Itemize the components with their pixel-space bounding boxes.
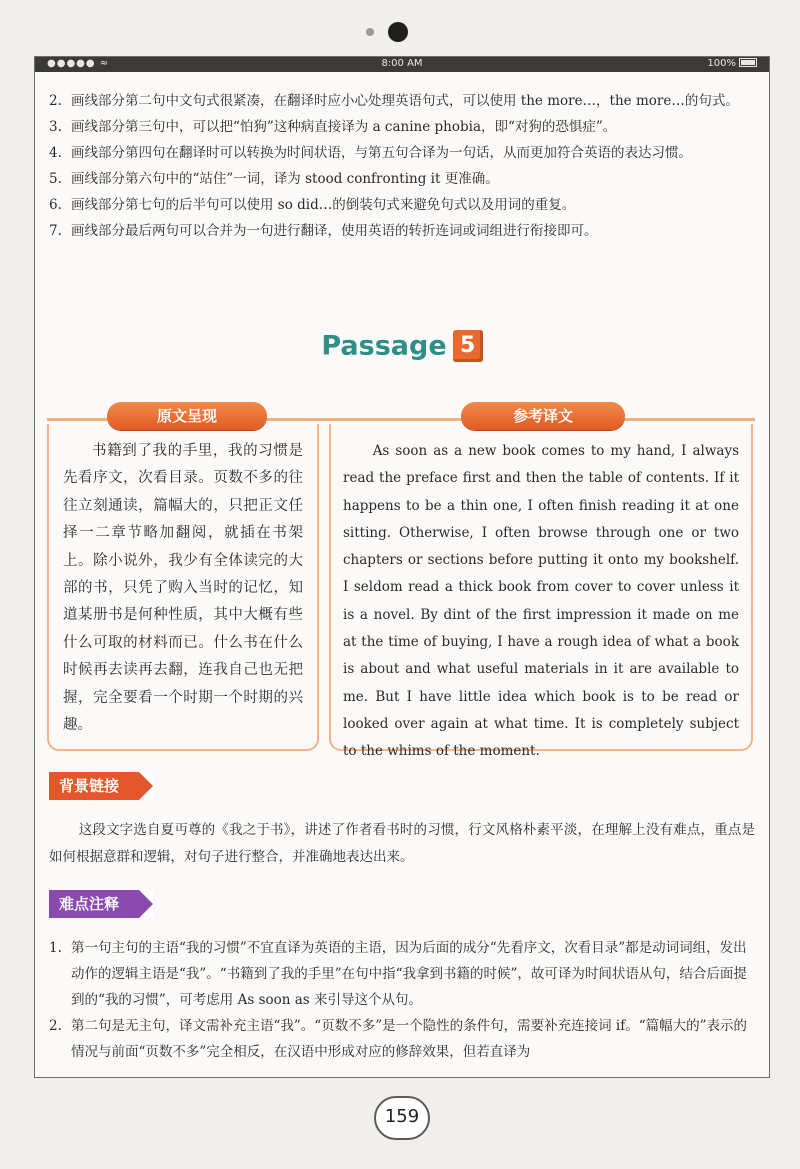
battery-percent: 100% [707,58,736,69]
camera-lens [388,22,408,42]
list-item [49,935,755,1013]
camera-indicator [366,28,374,36]
passage-number: 5 [453,330,483,362]
original-text-label: 原文呈现 [107,402,267,430]
passage-title [35,330,769,362]
item-number: 5. [49,171,62,187]
item-text: 画线部分第三句中，可以把“怕狗”这种病直接译为 a canine phobia，即“对狗的恐惧症”。 [71,119,617,135]
background-text: 这段文字选自夏丏尊的《我之于书》，讲述了作者看书时的习惯，行文风格朴素平淡，在理解上没有难点，重点是如何根据意群和逻辑，对句子进行整合，并准确地表达出来。 [49,822,755,865]
page-number: 159 [374,1096,430,1140]
battery-status [707,58,757,69]
item-text: 画线部分最后两句可以合并为一句进行翻译，使用英语的转折连词或词组进行衔接即可。 [71,223,598,239]
item-number: 2. [49,1018,62,1034]
item-number: 3. [49,119,62,135]
item-number: 2. [49,93,62,109]
translation-label: 参考译文 [461,402,625,430]
status-time: 8:00 AM [381,58,423,69]
tablet-screen [34,56,770,1078]
status-bar [35,57,769,72]
item-number: 7. [49,223,62,239]
translation-notes-list [49,88,755,244]
original-text-box [47,424,319,751]
page-content [35,72,769,1077]
item-text: 画线部分第六句中的“站住”一词，译为 stood confronting it 更准确。 [71,171,499,187]
item-text: 第二句是无主句，译文需补充主语“我”。“页数不多”是一个隐性的条件句，需要补充连接词 if。“篇幅大的”表示的情况与前面“页数不多”完全相反，在汉语中形成对应的修辞效果，但若直译为 [71,1018,748,1060]
list-item [49,166,755,192]
difficulties-tag: 难点注释 [49,890,139,918]
list-item [49,140,755,166]
difficulties-list [49,935,755,1065]
list-item [49,88,755,114]
list-item [49,192,755,218]
item-text: 画线部分第四句在翻译时可以转换为时间状语，与第五句合译为一句话，从而更加符合英语的表达习惯。 [71,145,692,161]
list-item [49,1013,755,1065]
passage-word: Passage [321,330,447,362]
item-number: 6. [49,197,62,213]
battery-icon [739,58,757,67]
list-item [49,218,755,244]
item-number: 1. [49,940,62,956]
item-text: 第一句主句的主语“我的习惯”不宜直译为英语的主语，因为后面的成分“先看序文，次看目录”都是动词词组，发出动作的逻辑主语是“我”。“书籍到了我的手里”在句中指“我拿到书籍的时候”，故可译为时间状语从句，结合后面提到的“我的习惯”，可考虑用 As soon as 来引导这个从句。 [71,940,747,1008]
signal-icon: ●●●●● ≈ [47,58,110,69]
item-number: 4. [49,145,62,161]
translation-box [329,424,753,760]
translation-text: As soon as a new book comes to my hand, I always read the preface first and then the table of contents. If it happens to be a thin one, I often finish reading it at one sitting. Otherwise, I often browse through one or two chapters or sections before putting it onto my bookshelf. I seldom read a thick book from cover to cover unless it is a novel. By dint of the first impression it made on me at the time of buying, I have a rough idea of what a book is about and what useful materials in it are available to me. But I have little idea which book is to be read or looked over again at what time. It is completely subject to the whims of the moment. [343,443,739,760]
list-item [49,114,755,140]
background-tag: 背景链接 [49,772,139,800]
original-text: 书籍到了我的手里，我的习惯是先看序文，次看目录。页数不多的往往立刻通读，篇幅大的，只把正文任择一二章节略加翻阅，就插在书架上。除小说外，我少有全体读完的大部的书，只凭了购入当时的记忆，知道某册书是何种性质，其中大概有些什么可取的材料而已。什么书在什么时候再去读再去翻，连我自己也无把握，完全要看一个时期一个时期的兴趣。 [63,443,303,734]
item-text: 画线部分第七句的后半句可以使用 so did…的倒装句式来避免句式以及用词的重复。 [71,197,576,213]
item-text: 画线部分第二句中文句式很紧凑，在翻译时应小心处理英语句式，可以使用 the more…，the more…的句式。 [71,93,739,109]
